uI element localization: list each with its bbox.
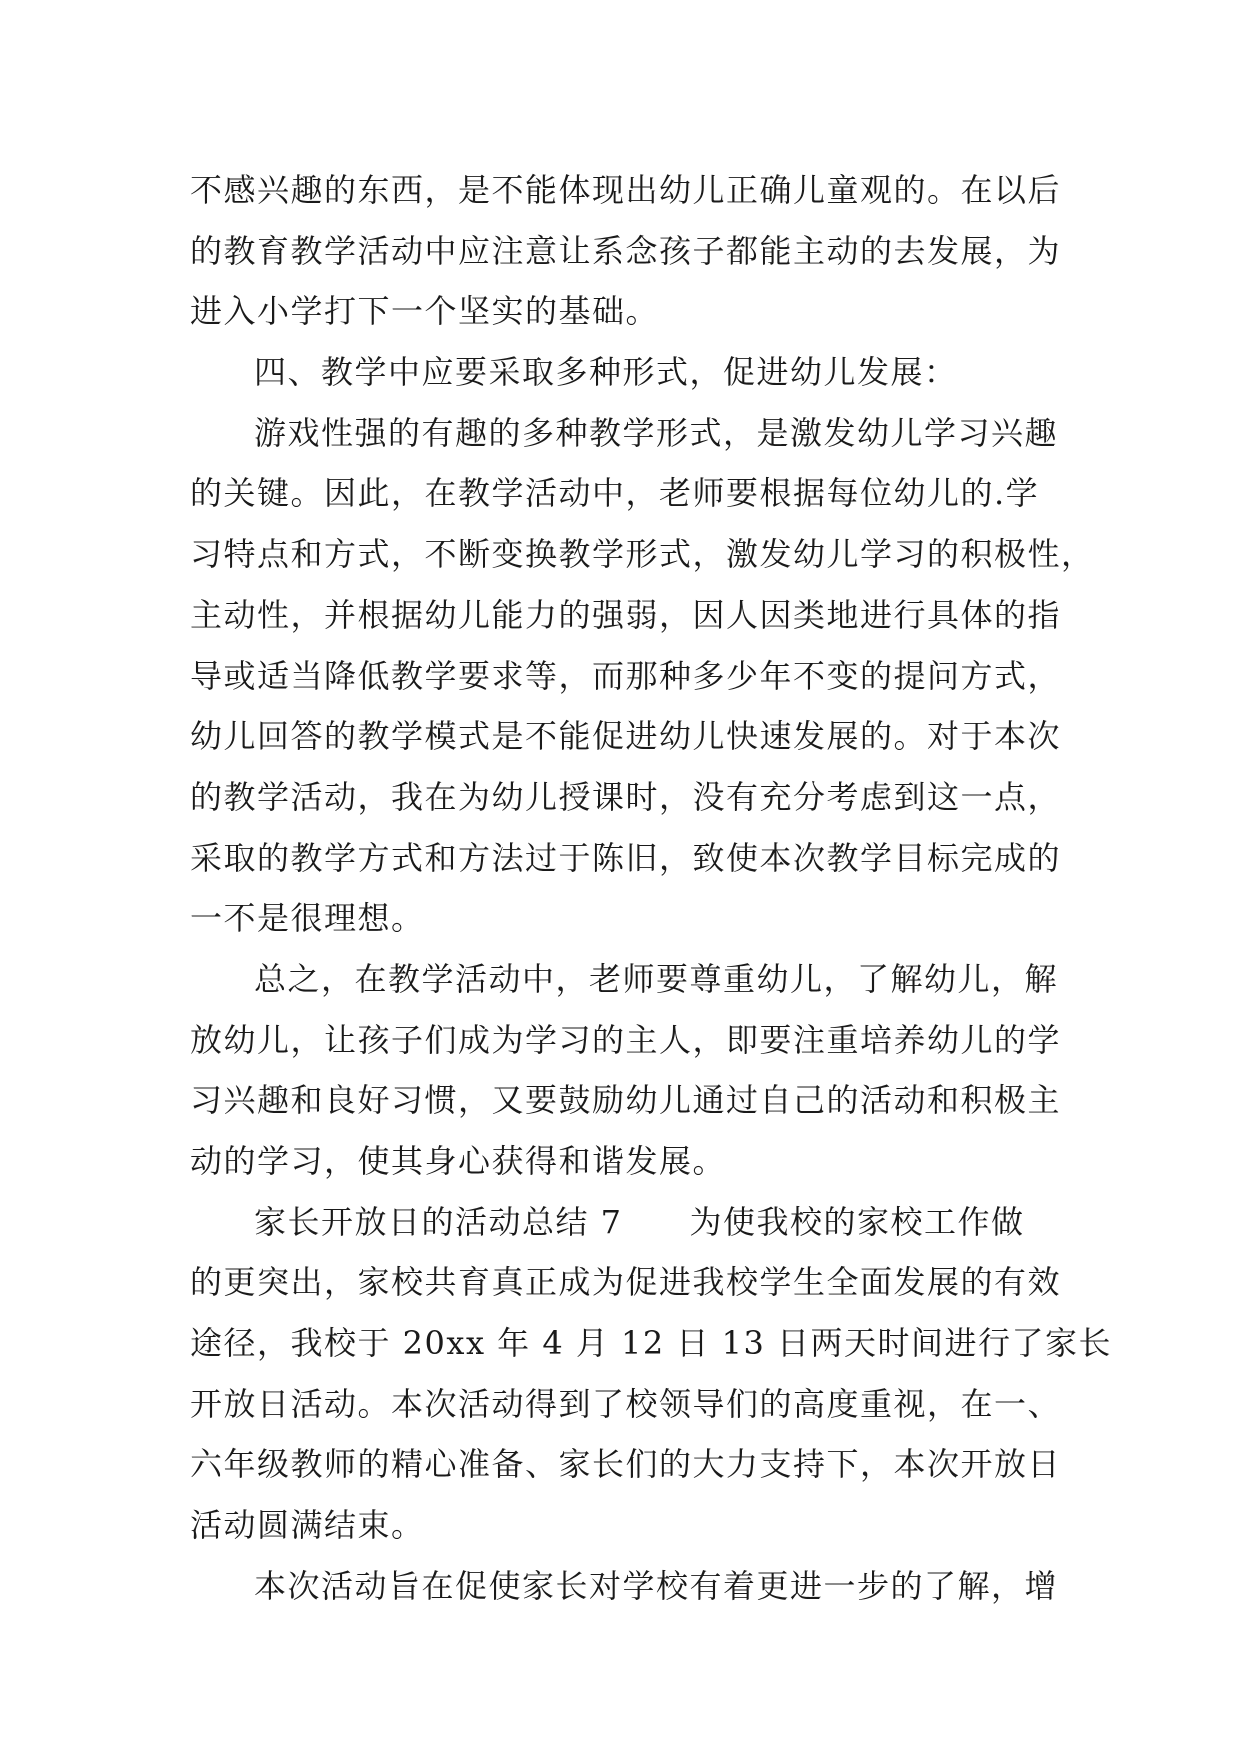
text-line: 采取的教学方式和方法过于陈旧，致使本次教学目标完成的: [190, 838, 1062, 877]
text-line: 总之，在教学活动中，老师要尊重幼儿，了解幼儿，解: [254, 959, 1059, 998]
text-line: 四、教学中应要采取多种形式，促进幼儿发展：: [254, 353, 958, 392]
text-line: 途径，我校于 20xx 年 4 月 12 日 13 日两天时间进行了家长: [190, 1324, 1112, 1363]
text-line: 游戏性强的有趣的多种教学形式，是激发幼儿学习兴趣: [254, 413, 1059, 452]
text-line: 一不是很理想。: [190, 899, 425, 938]
text-line: 导或适当降低教学要求等，而那种多少年不变的提问方式，: [190, 656, 1062, 695]
text-line: 不感兴趣的东西，是不能体现出幼儿正确儿童观的。在以后: [190, 171, 1062, 209]
text-line: 家长开放日的活动总结 7 为使我校的家校工作做: [254, 1202, 1025, 1241]
text-line: 本次活动旨在促使家长对学校有着更进一步的了解，增: [254, 1566, 1059, 1605]
text-line: 开放日活动。本次活动得到了校领导们的高度重视，在一、: [190, 1384, 1062, 1423]
text-line: 习兴趣和良好习惯，又要鼓励幼儿通过自己的活动和积极主: [190, 1081, 1062, 1120]
document-body: [190, 160, 1112, 1617]
text-line: 习特点和方式，不断变换教学形式，激发幼儿学习的积极性，: [190, 535, 1095, 574]
text-line: 幼儿回答的教学模式是不能促进幼儿快速发展的。对于本次: [190, 717, 1062, 756]
text-line: 主动性，并根据幼儿能力的强弱，因人因类地进行具体的指: [190, 595, 1062, 634]
text-line: 的教学活动，我在为幼儿授课时，没有充分考虑到这一点，: [190, 777, 1062, 816]
text-line: 活动圆满结束。: [190, 1506, 425, 1545]
text-line: 的关键。因此，在教学活动中，老师要根据每位幼儿的.学: [190, 474, 1040, 513]
text-line: 动的学习，使其身心获得和谐发展。: [190, 1142, 727, 1180]
text-line: 进入小学打下一个坚实的基础。: [190, 292, 660, 331]
text-line: 六年级教师的精心准备、家长们的大力支持下，本次开放日: [190, 1445, 1062, 1484]
text-line: 的教育教学活动中应注意让系念孩子都能主动的去发展，为: [190, 231, 1062, 270]
text-line: 放幼儿，让孩子们成为学习的主人，即要注重培养幼儿的学: [190, 1020, 1062, 1059]
text-line: 的更突出，家校共育真正成为促进我校学生全面发展的有效: [190, 1263, 1062, 1302]
